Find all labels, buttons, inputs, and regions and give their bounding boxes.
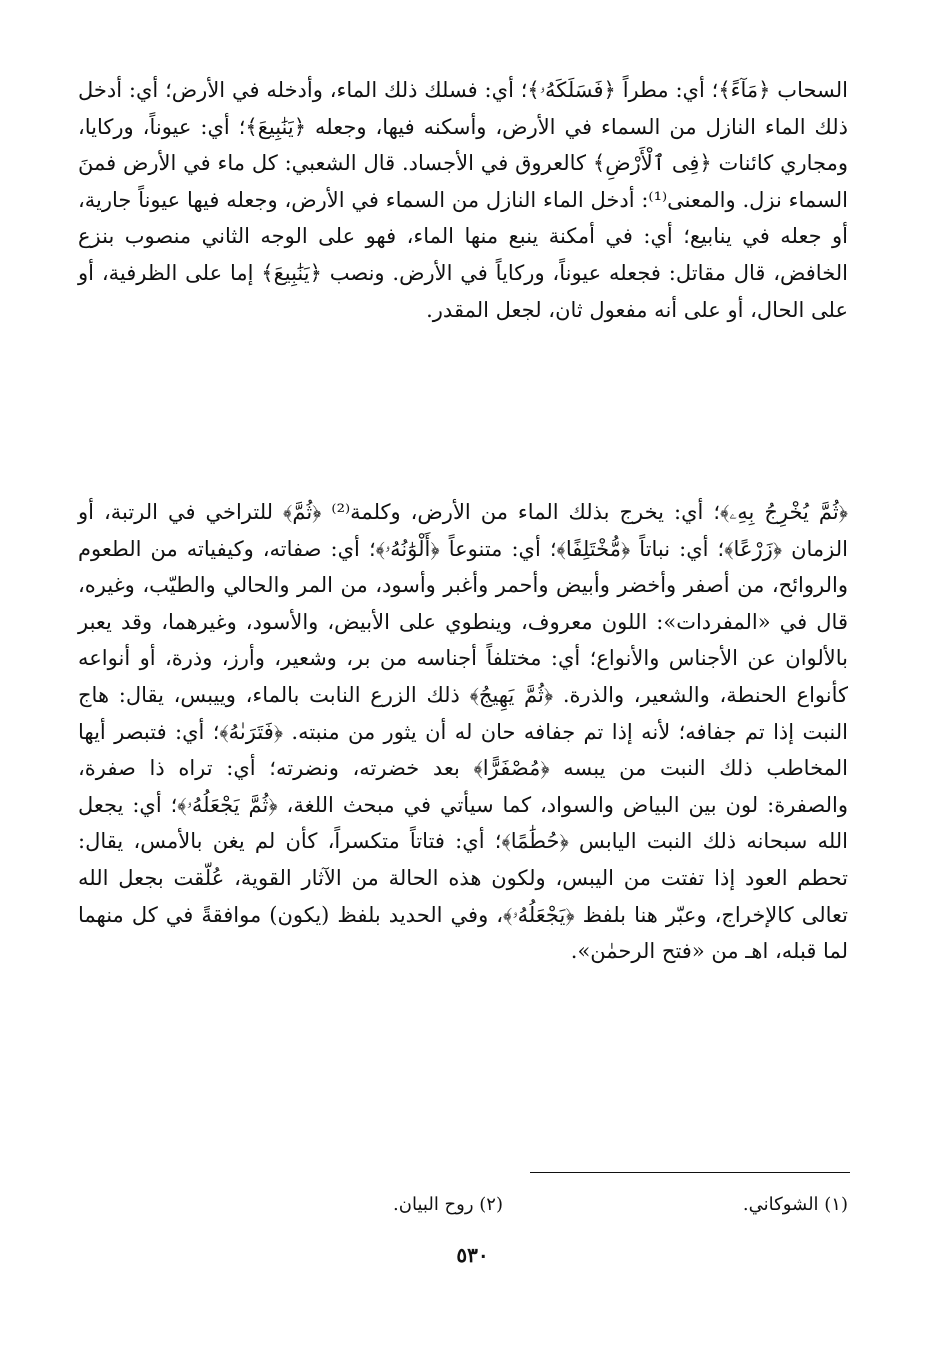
body-paragraph-1: السحاب ﴿مَآءً﴾؛ أي: مطراً ﴿فَسَلَكَهُۥ﴾؛ أي: فسلك ذلك الماء، وأدخله في الأرض؛ أي: أدخل ذلك الماء النازل من السماء في الأرض، وأسكنه فيها، وجعله ﴿يَنَٰبِيعَ﴾؛ أي: عيوناً، وركايا، ومجاري كائنات ﴿فِى ٱلْأَرْضِ﴾ كالعروق في الأجساد. قال الشعبي: كل ماء في الأرض فمنَ السماء نزل. والمعنى⁽¹⁾: أدخل الماء النازل من السماء في الأرض، وجعله فيها عيوناً جارية، أو جعله في ينابيع؛ أي: في أمكنة ينبع منها الماء، فهو على الوجه الثاني منصوب بنزع الخافض، قال مقاتل: فجعله عيوناً، وركاياً في الأرض. ونصب ﴿يَنَٰبِيعَ﴾ إما على الظرفية، أو على الحال، أو على أنه مفعول ثان، لجعل المقدر.	[78, 78, 848, 322]
footnote-1: (١) الشوكاني.	[742, 1194, 848, 1215]
body-paragraph-2: ﴿ثُمَّ يُخْرِجُ بِهِۦ﴾؛ أي: يخرج بذلك الماء من الأرض، وكلمة⁽²⁾ ﴿ثُمَّ﴾ للتراخي في الرتبة، أو الزمان ﴿زَرْعًا﴾؛ أي: نباتاً ﴿مُّخْتَلِفًا﴾؛ أي: متنوعاً ﴿أَلْوَٰنُهُۥ﴾؛ أي: صفاته، وكيفياته من الطعوم والروائح، من أصفر وأخضر وأبيض وأحمر وأغبر وأسود، من المر والحالي والطيّب، وغيره، قال في «المفردات»: اللون معروف، وينطوي على الأبيض، والأسود، وغيرهما، وقد يعبر بالألوان عن الأجناس والأنواع؛ أي: مختلفاً أجناسه من بر، وشعير، وأرز، وذرة، أو أنواعه كأنواع الحنطة، والشعير، والذرة. ﴿ثُمَّ يَهِيجُ﴾ ذلك الزرع النابت بالماء، وييبس، يقال: هاج النبت إذا تم جفافه؛ لأنه إذا تم جفافه حان له أن يثور من منبته. ﴿فَتَرَىٰهُ﴾؛ أي: فتبصر أيها المخاطب ذلك النبت من يبسه ﴿مُصْفَرًّا﴾ بعد خضرته، ونضرته؛ أي: تراه ذا صفرة، والصفرة: لون بين البياض والسواد، كما سيأتي في مبحث اللغة، ﴿ثُمَّ يَجْعَلُهُۥ﴾؛ أي: يجعل الله سبحانه ذلك النبت اليابس ﴿حُطَٰمًا﴾؛ أي: فتاتاً متكسراً، كأن لم يغن بالأمس، يقال: تحطم العود إذا تفتت من اليبس، ولكون هذه الحالة من الآثار القوية، عُلّقت بجعل الله تعالى كالإخراج، وعبّر هنا بلفظ ﴿يَجْعَلُهُۥ﴾، وفي الحديد بلفظ (يكون) موافقةً في كل منهما لما قبله، اهـ من «فتح الرحمٰن».	[78, 500, 848, 964]
footnote-separator	[530, 1172, 850, 1173]
page-number: ٥٣٠	[456, 1243, 489, 1267]
footnote-2: (٢) روح البيان.	[393, 1194, 503, 1215]
